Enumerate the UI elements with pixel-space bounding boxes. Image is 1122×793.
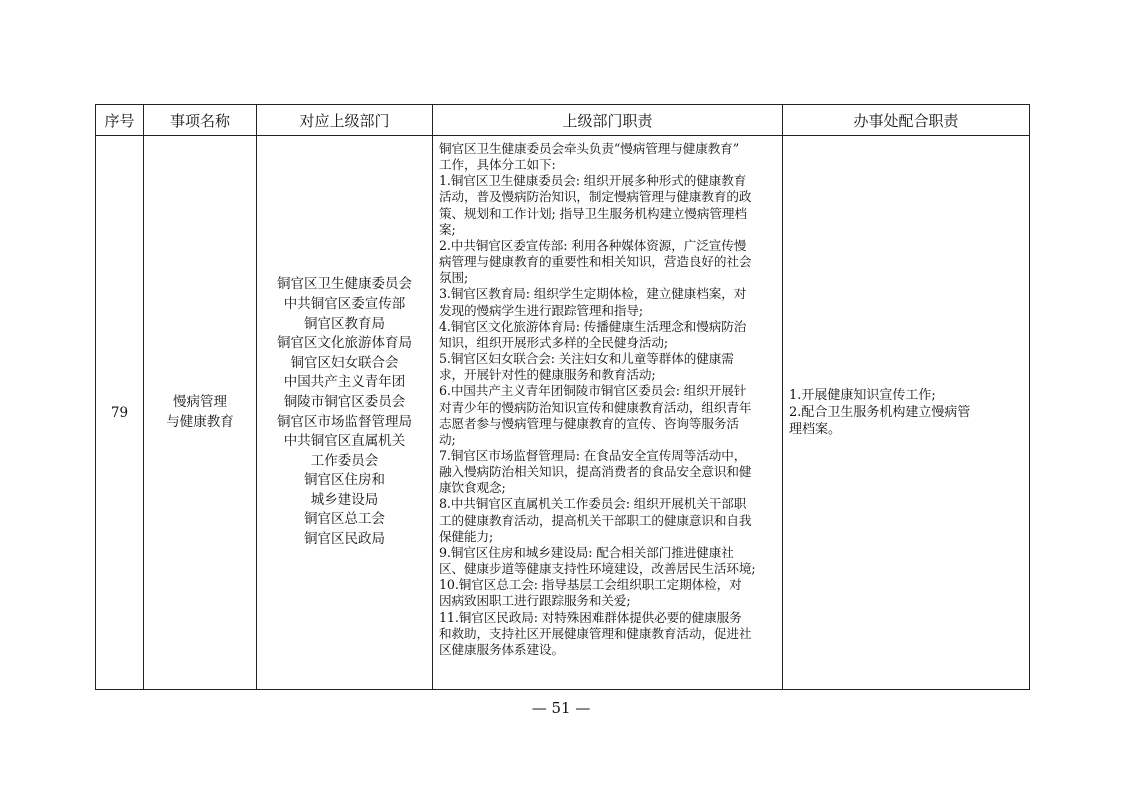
office-cooperation-duties	[783, 136, 1030, 690]
duty-line: 对青少年的慢病防治知识宣传和健康教育活动，组织青年	[439, 399, 752, 415]
duty-line: 5.铜官区妇女联合会: 关注妇女和儿童等群体的健康需	[439, 351, 734, 367]
cooperation-line: 2.配合卫生服务机构建立慢病管	[789, 405, 971, 420]
duty-line: 10.铜官区总工会: 指导基层工会组织职工定期体检，对	[439, 577, 742, 593]
duty-line: 7.铜官区市场监督管理局: 在食品安全宣传周等活动中，	[439, 447, 747, 463]
department-line: 铜陵市铜官区委员会	[283, 393, 406, 410]
header-item-name: 事项名称	[144, 105, 257, 136]
duty-line: 4.铜官区文化旅游体育局: 传播健康生活理念和慢病防治	[439, 318, 747, 334]
header-office-cooperation: 办事处配合职责	[783, 105, 1030, 136]
duty-line: 6.中国共产主义青年团铜陵市铜官区委员会: 组织开展针	[439, 383, 747, 399]
table-header-row	[96, 105, 1030, 136]
header-no: 序号	[96, 105, 144, 136]
duty-line: 求，开展针对性的健康服务和教育活动;	[439, 367, 656, 383]
department-line: 铜官区民政局	[304, 531, 385, 548]
cooperation-line: 理档案。	[789, 422, 842, 437]
duty-line: 志愿者参与慢病管理与健康教育的宣传、咨询等服务活	[439, 415, 739, 431]
duty-line: 活动，普及慢病防治知识，制定慢病管理与健康教育的政	[439, 189, 752, 205]
header-departments: 对应上级部门	[257, 105, 433, 136]
duty-line: 病管理与健康教育的重要性和相关知识，营造良好的社会	[439, 254, 752, 270]
department-line: 城乡建设局	[310, 491, 379, 508]
duty-line: 2.中共铜官区委宣传部: 利用各种媒体资源，广泛宣传慢	[439, 237, 747, 253]
item-name	[144, 136, 257, 690]
duty-line: 区健康服务体系建设。	[439, 641, 564, 657]
duty-line: 9.铜官区住房和城乡建设局: 配合相关部门推进健康社	[439, 544, 734, 560]
duty-table	[95, 104, 1030, 690]
duty-line: 8.中共铜官区直属机关工作委员会: 组织开展机关干部职	[439, 496, 747, 512]
duty-line: 案;	[439, 221, 456, 237]
department-line: 中共铜官区直属机关	[283, 433, 406, 450]
department-line: 中国共产主义青年团	[283, 374, 406, 391]
cooperation-line: 1.开展健康知识宣传工作;	[789, 388, 936, 403]
department-line: 铜官区教育局	[304, 315, 385, 332]
duty-line: 3.铜官区教育局: 组织学生定期体检，建立健康档案，对	[439, 286, 747, 302]
department-line: 中共铜官区委宣传部	[283, 295, 406, 312]
department-line: 铜官区住房和	[304, 472, 385, 489]
duty-line: 氛围;	[439, 270, 469, 286]
duty-line: 策、规划和工作计划; 指导卫生服务机构建立慢病管理档	[439, 205, 747, 221]
duty-line: 工的健康教育活动，提高机关干部职工的健康意识和自我	[439, 512, 752, 528]
header-department-duties: 上级部门职责	[433, 105, 783, 136]
duty-line: 和救助，支持社区开展健康管理和健康教育活动，促进社	[439, 625, 752, 641]
duty-line: 康饮食观念;	[439, 480, 506, 496]
department-line: 铜官区文化旅游体育局	[277, 335, 412, 352]
duty-line: 发现的慢病学生进行跟踪管理和指导;	[439, 302, 644, 318]
duty-line: 保健能力;	[439, 528, 494, 544]
duty-line: 知识，组织开展形式多样的全民健身活动;	[439, 334, 669, 350]
item-name-line: 慢病管理	[173, 393, 227, 410]
duty-line: 1.铜官区卫生健康委员会: 组织开展多种形式的健康教育	[439, 173, 747, 189]
department-line: 铜官区市场监督管理局	[277, 413, 412, 430]
duty-line: 区、健康步道等健康支持性环境建设，改善居民生活环境;	[439, 561, 756, 577]
row-number: 79	[96, 136, 144, 690]
duty-line: 动;	[439, 431, 456, 447]
department-line: 工作委员会	[310, 452, 379, 469]
duty-line: 11.铜官区民政局: 对特殊困难群体提供必要的健康服务	[439, 609, 742, 625]
department-list	[257, 136, 433, 690]
department-line: 铜官区总工会	[304, 511, 385, 528]
department-line: 铜官区卫生健康委员会	[277, 276, 412, 293]
department-duties	[433, 136, 783, 690]
duty-line: 工作，具体分工如下:	[439, 157, 556, 173]
duty-line: 因病致困职工进行跟踪服务和关爱;	[439, 593, 631, 609]
table-row	[96, 136, 1030, 690]
item-name-line: 与健康教育	[166, 413, 234, 430]
page-number: — 51 —	[531, 699, 591, 717]
department-line: 铜官区妇女联合会	[290, 354, 399, 371]
duty-line: 铜官区卫生健康委员会牵头负责“慢病管理与健康教育”	[439, 141, 740, 156]
duty-line: 融入慢病防治相关知识，提高消费者的食品安全意识和健	[439, 464, 752, 480]
